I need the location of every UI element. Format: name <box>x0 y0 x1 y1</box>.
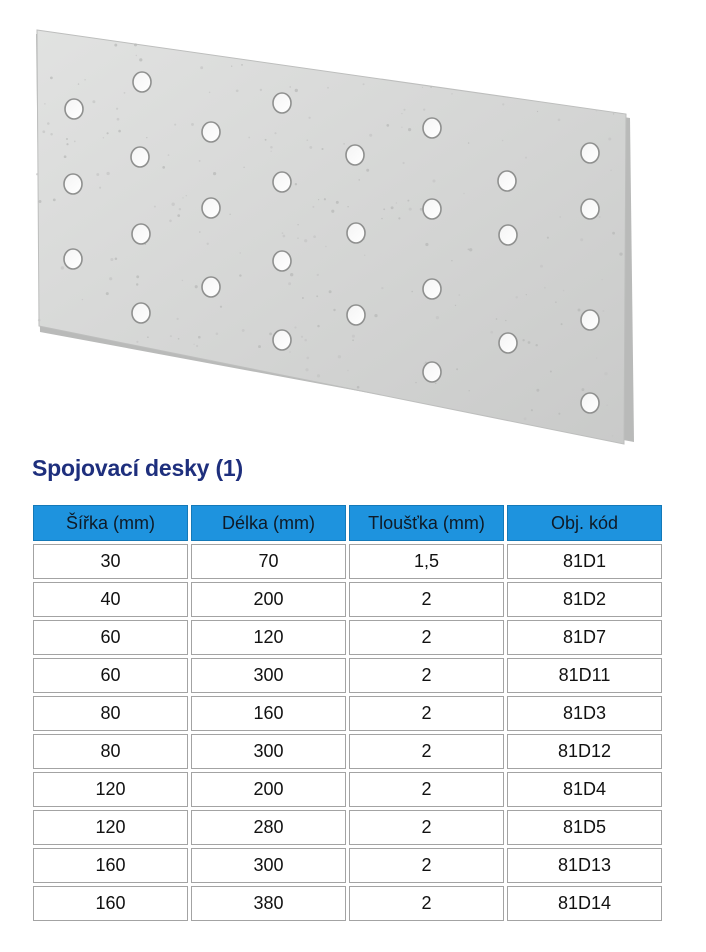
cell-width: 80 <box>33 696 188 731</box>
plate-hole <box>202 122 220 142</box>
surface-speckle <box>325 246 326 247</box>
surface-speckle <box>526 294 527 295</box>
surface-speckle <box>162 166 165 169</box>
table-row <box>33 848 662 883</box>
surface-speckle <box>99 187 101 189</box>
surface-speckle <box>38 319 41 322</box>
surface-speckle <box>561 323 563 325</box>
product-image <box>0 0 706 445</box>
surface-speckle <box>302 297 304 299</box>
surface-speckle <box>147 336 149 338</box>
cell-order-code: 81D4 <box>507 772 662 807</box>
surface-speckle <box>612 232 615 235</box>
surface-speckle <box>84 79 86 81</box>
surface-speckle <box>301 336 303 338</box>
surface-speckle <box>469 390 470 391</box>
surface-speckle <box>435 383 437 385</box>
cell-thickness: 2 <box>349 696 504 731</box>
surface-speckle <box>456 368 458 370</box>
surface-speckle <box>366 169 369 172</box>
cell-length: 300 <box>191 734 346 769</box>
surface-speckle <box>110 258 113 261</box>
surface-speckle <box>241 64 243 66</box>
surface-speckle <box>357 386 360 389</box>
surface-speckle <box>269 333 272 336</box>
surface-speckle <box>331 210 334 213</box>
surface-speckle <box>313 235 316 238</box>
surface-speckle <box>96 173 99 176</box>
surface-speckle <box>596 109 598 111</box>
surface-speckle <box>305 368 308 371</box>
plate-hole <box>423 199 441 219</box>
surface-speckle <box>316 295 318 297</box>
cell-thickness: 2 <box>349 886 504 921</box>
surface-speckle <box>502 140 504 142</box>
surface-speckle <box>209 92 210 93</box>
surface-speckle <box>168 154 170 156</box>
cell-thickness: 2 <box>349 772 504 807</box>
surface-speckle <box>423 108 425 110</box>
plate-hole <box>64 174 82 194</box>
surface-speckle <box>580 238 583 241</box>
table-row <box>33 658 662 693</box>
surface-speckle <box>537 111 538 112</box>
surface-speckle <box>106 172 109 175</box>
plate-hole <box>423 118 441 138</box>
surface-speckle <box>463 193 464 194</box>
surface-speckle <box>338 355 341 358</box>
surface-speckle <box>240 252 241 253</box>
surface-speckle <box>596 357 597 358</box>
cell-width: 120 <box>33 772 188 807</box>
surface-speckle <box>458 294 460 296</box>
plate-hole <box>581 143 599 163</box>
cell-order-code: 81D13 <box>507 848 662 883</box>
surface-speckle <box>107 132 109 134</box>
cell-width: 40 <box>33 582 188 617</box>
surface-speckle <box>199 160 201 162</box>
surface-speckle <box>304 339 307 342</box>
surface-speckle <box>74 141 76 143</box>
surface-speckle <box>229 214 230 215</box>
surface-speckle <box>606 404 608 406</box>
cell-order-code: 81D7 <box>507 620 662 655</box>
surface-speckle <box>358 179 360 181</box>
surface-speckle <box>53 199 56 202</box>
surface-speckle <box>578 309 581 312</box>
surface-speckle <box>374 314 377 317</box>
plate-hole <box>423 279 441 299</box>
cell-width: 120 <box>33 810 188 845</box>
plate-hole <box>423 362 441 382</box>
surface-speckle <box>602 310 604 312</box>
surface-speckle <box>243 167 244 168</box>
surface-speckle <box>540 265 543 268</box>
surface-speckle <box>563 290 564 291</box>
surface-speckle <box>612 435 614 437</box>
surface-speckle <box>329 290 332 293</box>
surface-speckle <box>295 183 297 185</box>
surface-speckle <box>401 113 402 114</box>
surface-speckle <box>170 335 172 337</box>
surface-speckle <box>64 155 67 158</box>
surface-speckle <box>581 388 584 391</box>
surface-speckle <box>420 208 423 211</box>
plate-hole <box>499 225 517 245</box>
table-row <box>33 886 662 921</box>
surface-speckle <box>103 137 104 138</box>
surface-speckle <box>386 124 389 127</box>
surface-speckle <box>136 55 137 56</box>
surface-speckle <box>136 341 138 343</box>
cell-length: 160 <box>191 696 346 731</box>
surface-speckle <box>502 103 504 105</box>
surface-speckle <box>550 370 552 372</box>
surface-speckle <box>535 344 537 346</box>
surface-speckle <box>118 130 121 133</box>
surface-speckle <box>78 83 79 84</box>
surface-speckle <box>169 220 172 223</box>
surface-speckle <box>468 249 470 251</box>
surface-speckle <box>608 137 611 140</box>
surface-speckle <box>282 232 284 234</box>
surface-speckle <box>216 333 219 336</box>
surface-speckle <box>558 413 560 415</box>
surface-speckle <box>403 109 405 111</box>
surface-speckle <box>409 208 412 211</box>
surface-speckle <box>317 274 319 276</box>
surface-speckle <box>309 146 312 149</box>
surface-speckle <box>411 291 413 293</box>
surface-speckle <box>317 325 319 327</box>
surface-speckle <box>36 173 38 175</box>
table-row <box>33 772 662 807</box>
surface-speckle <box>50 77 53 80</box>
surface-speckle <box>154 206 156 208</box>
surface-speckle <box>469 248 472 251</box>
surface-speckle <box>536 389 539 392</box>
surface-speckle <box>555 301 557 303</box>
surface-speckle <box>182 280 183 281</box>
surface-speckle <box>422 87 423 88</box>
surface-speckle <box>106 292 109 295</box>
plate-hole <box>131 147 149 167</box>
surface-speckle <box>134 43 137 46</box>
surface-speckle <box>599 216 601 218</box>
surface-speckle <box>198 336 201 339</box>
surface-speckle <box>321 148 323 150</box>
plate-hole <box>273 251 291 271</box>
surface-speckle <box>415 382 416 383</box>
column-header-length: Délka (mm) <box>191 505 346 541</box>
surface-speckle <box>283 235 286 238</box>
cell-order-code: 81D12 <box>507 734 662 769</box>
plate-hole <box>133 72 151 92</box>
surface-speckle <box>177 214 180 217</box>
surface-speckle <box>505 320 506 321</box>
surface-speckle <box>66 138 68 140</box>
surface-speckle <box>274 132 276 134</box>
surface-speckle <box>363 83 365 85</box>
surface-speckle <box>468 142 470 144</box>
surface-speckle <box>381 287 383 289</box>
surface-speckle <box>265 139 267 141</box>
table-row <box>33 582 662 617</box>
surface-speckle <box>436 316 439 319</box>
surface-speckle <box>114 44 117 47</box>
surface-speckle <box>200 66 203 69</box>
table-row <box>33 734 662 769</box>
cell-thickness: 2 <box>349 810 504 845</box>
surface-speckle <box>39 200 42 203</box>
cell-length: 200 <box>191 772 346 807</box>
surface-speckle <box>139 58 142 61</box>
surface-speckle <box>213 172 216 175</box>
surface-speckle <box>304 239 307 242</box>
cell-width: 80 <box>33 734 188 769</box>
surface-speckle <box>544 287 546 289</box>
surface-speckle <box>258 345 261 348</box>
surface-speckle <box>116 108 118 110</box>
surface-speckle <box>398 217 400 219</box>
surface-speckle <box>297 224 298 225</box>
plate-hole <box>581 310 599 330</box>
cell-length: 200 <box>191 582 346 617</box>
surface-speckle <box>383 208 385 210</box>
cell-length: 380 <box>191 886 346 921</box>
plate-hole <box>132 224 150 244</box>
plate-hole <box>273 93 291 113</box>
surface-speckle <box>391 206 394 209</box>
surface-speckle <box>44 103 45 104</box>
cell-order-code: 81D5 <box>507 810 662 845</box>
surface-speckle <box>516 296 518 298</box>
surface-speckle <box>50 133 52 135</box>
cell-thickness: 2 <box>349 620 504 655</box>
surface-speckle <box>547 237 549 239</box>
surface-speckle <box>333 309 335 311</box>
surface-speckle <box>451 93 452 94</box>
surface-speckle <box>124 92 126 94</box>
surface-speckle <box>396 202 397 203</box>
surface-speckle <box>423 363 425 365</box>
surface-speckle <box>496 318 498 320</box>
surface-speckle <box>604 372 607 375</box>
plate-hole <box>498 171 516 191</box>
surface-speckle <box>352 339 354 341</box>
surface-speckle <box>270 146 273 149</box>
surface-speckle <box>327 87 329 89</box>
cell-width: 60 <box>33 658 188 693</box>
surface-speckle <box>239 274 241 276</box>
surface-speckle <box>403 162 405 164</box>
section-title: Spojovací desky (1) <box>32 455 243 481</box>
surface-speckle <box>290 273 293 276</box>
surface-speckle <box>231 66 232 67</box>
surface-speckle <box>425 243 428 246</box>
plate-face <box>37 30 626 444</box>
surface-speckle <box>109 277 112 280</box>
cell-thickness: 2 <box>349 848 504 883</box>
plate-hole <box>202 198 220 218</box>
surface-speckle <box>318 199 319 200</box>
plate-hole <box>499 333 517 353</box>
surface-speckle <box>115 258 118 261</box>
surface-speckle <box>425 362 427 364</box>
plate-hole <box>273 330 291 350</box>
cell-length: 70 <box>191 544 346 579</box>
surface-speckle <box>92 100 95 103</box>
cell-width: 160 <box>33 886 188 921</box>
table-row <box>33 544 662 579</box>
cell-thickness: 1,5 <box>349 544 504 579</box>
surface-speckle <box>308 117 310 119</box>
cell-thickness: 2 <box>349 658 504 693</box>
surface-speckle <box>525 157 527 159</box>
surface-speckle <box>364 255 365 256</box>
surface-speckle <box>289 351 291 353</box>
surface-speckle <box>312 206 314 208</box>
surface-speckle <box>248 137 250 139</box>
surface-speckle <box>306 139 308 141</box>
surface-speckle <box>195 285 198 288</box>
surface-speckle <box>193 344 194 345</box>
plate-hole <box>132 303 150 323</box>
table-row <box>33 810 662 845</box>
surface-speckle <box>66 143 68 145</box>
table-header-row <box>33 505 662 541</box>
surface-speckle <box>347 206 348 207</box>
surface-speckle <box>210 360 211 361</box>
surface-speckle <box>528 341 531 344</box>
cell-order-code: 81D3 <box>507 696 662 731</box>
surface-speckle <box>401 127 402 128</box>
surface-speckle <box>524 417 527 420</box>
cell-length: 120 <box>191 620 346 655</box>
cell-order-code: 81D11 <box>507 658 662 693</box>
surface-speckle <box>324 198 326 200</box>
surface-speckle <box>199 231 201 233</box>
surface-speckle <box>559 216 561 218</box>
surface-speckle <box>306 357 309 360</box>
surface-speckle <box>176 318 178 320</box>
surface-speckle <box>317 374 320 377</box>
plate-hole <box>346 145 364 165</box>
column-header-order-code: Obj. kód <box>507 505 662 541</box>
cell-order-code: 81D2 <box>507 582 662 617</box>
cell-order-code: 81D14 <box>507 886 662 921</box>
surface-speckle <box>407 200 409 202</box>
surface-speckle <box>186 195 187 196</box>
spec-table <box>30 502 665 924</box>
cell-length: 300 <box>191 658 346 693</box>
plate-hole <box>202 277 220 297</box>
cell-width: 160 <box>33 848 188 883</box>
column-header-width: Šířka (mm) <box>33 505 188 541</box>
surface-speckle <box>42 130 45 133</box>
cell-thickness: 2 <box>349 582 504 617</box>
surface-speckle <box>490 331 493 334</box>
surface-speckle <box>191 123 194 126</box>
surface-speckle <box>558 118 561 121</box>
surface-speckle <box>289 86 290 87</box>
surface-speckle <box>174 124 176 126</box>
cell-length: 300 <box>191 848 346 883</box>
surface-speckle <box>146 137 147 138</box>
surface-speckle <box>172 203 175 206</box>
surface-speckle <box>381 218 382 219</box>
plate-hole <box>347 305 365 325</box>
plate-hole <box>64 249 82 269</box>
surface-speckle <box>47 122 50 125</box>
surface-speckle <box>179 208 181 210</box>
surface-speckle <box>347 370 348 371</box>
surface-speckle <box>613 113 614 114</box>
surface-speckle <box>236 89 239 92</box>
plate-hole <box>581 393 599 413</box>
surface-speckle <box>297 237 298 238</box>
surface-speckle <box>294 326 296 328</box>
surface-speckle <box>288 282 291 285</box>
surface-speckle <box>61 266 64 269</box>
cell-thickness: 2 <box>349 734 504 769</box>
plate-hole <box>273 172 291 192</box>
surface-speckle <box>295 89 298 92</box>
surface-speckle <box>531 409 533 411</box>
surface-speckle <box>433 180 436 183</box>
surface-speckle <box>82 299 83 300</box>
surface-speckle <box>455 305 456 306</box>
surface-speckle <box>601 279 602 280</box>
plate-hole <box>65 99 83 119</box>
surface-speckle <box>242 329 245 332</box>
plate-hole <box>347 223 365 243</box>
surface-speckle <box>451 260 452 261</box>
surface-speckle <box>352 335 355 338</box>
surface-speckle <box>182 197 183 198</box>
surface-speckle <box>196 345 198 347</box>
surface-speckle <box>136 283 138 285</box>
surface-speckle <box>619 252 622 255</box>
surface-speckle <box>220 306 222 308</box>
surface-speckle <box>260 89 262 91</box>
surface-speckle <box>207 243 209 245</box>
column-header-thickness: Tloušťka (mm) <box>349 505 504 541</box>
surface-speckle <box>117 118 120 121</box>
surface-speckle <box>336 201 339 204</box>
surface-speckle <box>610 170 611 171</box>
surface-speckle <box>522 339 524 341</box>
cell-order-code: 81D1 <box>507 544 662 579</box>
cell-width: 30 <box>33 544 188 579</box>
perforated-plate-illustration <box>0 0 706 445</box>
surface-speckle <box>408 128 411 131</box>
plate-hole <box>581 199 599 219</box>
surface-speckle <box>136 275 139 278</box>
surface-speckle <box>430 86 432 88</box>
table-row <box>33 620 662 655</box>
surface-speckle <box>369 134 372 137</box>
surface-speckle <box>271 151 272 152</box>
table-row <box>33 696 662 731</box>
cell-width: 60 <box>33 620 188 655</box>
surface-speckle <box>343 143 344 144</box>
cell-length: 280 <box>191 810 346 845</box>
surface-speckle <box>178 338 180 340</box>
